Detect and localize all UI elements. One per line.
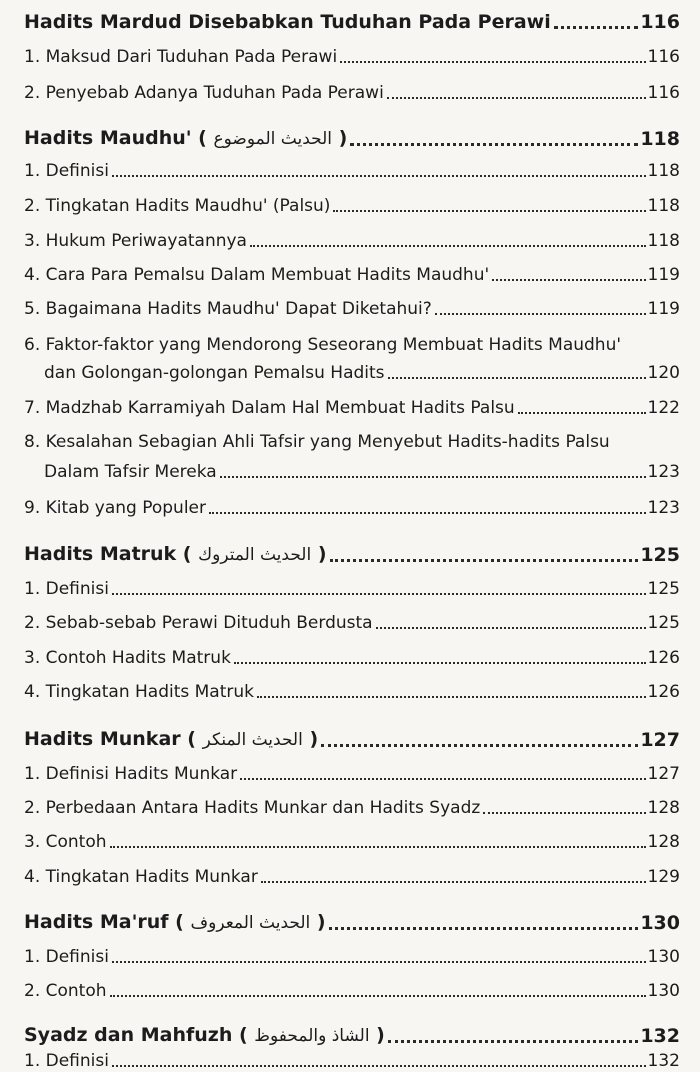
toc-item-text: 8. Kesalahan Sebagian Ahli Tafsir yang Menyebut Hadits-hadits Palsu	[24, 432, 610, 452]
toc-item	[24, 578, 680, 600]
leader-dots	[250, 245, 646, 247]
leader-dots	[240, 778, 645, 780]
toc-page-number: 130	[647, 981, 680, 1001]
toc-page-number: 128	[647, 832, 680, 852]
leader-dots	[220, 476, 646, 478]
leader-dots	[112, 961, 646, 963]
toc-heading	[24, 10, 680, 34]
toc-page-number: 118	[640, 128, 680, 150]
toc-item-text: 3. Hukum Periwayatannya	[24, 231, 247, 251]
leader-dots	[492, 279, 645, 281]
toc-item	[24, 264, 680, 286]
toc-item	[24, 230, 680, 252]
toc-item	[24, 397, 680, 419]
leader-dots	[234, 662, 646, 664]
toc-page-number: 125	[647, 579, 680, 599]
toc-item-text: 3. Contoh	[24, 832, 107, 852]
toc-item	[24, 160, 680, 182]
leader-dots	[209, 512, 646, 514]
toc-item	[24, 497, 680, 519]
leader-dots	[112, 1065, 646, 1067]
toc-item-text: 4. Cara Para Pemalsu Dalam Membuat Hadits Maudhu'	[24, 265, 490, 285]
toc-item-text: 2. Perbedaan Antara Hadits Munkar dan Hadits Syadz	[24, 798, 481, 818]
toc-item-text: 3. Contoh Hadits Matruk	[24, 648, 231, 668]
toc-heading-text: Hadits Mardud Disebabkan Tuduhan Pada Perawi	[24, 11, 551, 33]
leader-dots	[321, 744, 638, 747]
toc-item	[24, 612, 680, 634]
leader-dots	[387, 97, 646, 99]
toc-page-number: 123	[647, 498, 680, 518]
toc-heading	[24, 728, 680, 752]
toc-page-number: 123	[647, 462, 680, 482]
toc-heading	[24, 1024, 680, 1048]
toc-page-number: 129	[647, 867, 680, 887]
leader-dots	[110, 846, 646, 848]
toc-item-text: 1. Definisi	[24, 161, 109, 181]
toc-item-text: 1. Definisi Hadits Munkar	[24, 764, 238, 784]
toc-item-text: 7. Madzhab Karramiyah Dalam Hal Membuat Hadits Palsu	[24, 398, 515, 418]
leader-dots	[329, 927, 639, 930]
toc-page-number: 132	[640, 1025, 680, 1047]
toc-page-number: 126	[647, 648, 680, 668]
toc-item	[24, 831, 680, 853]
toc-heading-text: Hadits Maudhu' ( الحديث الموضوع )	[24, 127, 348, 149]
leader-dots	[483, 812, 645, 814]
toc-item	[24, 763, 680, 785]
toc-heading	[24, 543, 680, 567]
leader-dots	[518, 412, 646, 414]
toc-heading-text: Hadits Ma'ruf ( الحديث المعروف )	[24, 911, 326, 933]
leader-dots	[388, 1040, 638, 1043]
toc-item	[24, 647, 680, 669]
arabic-term: الحديث المعروف	[190, 913, 311, 933]
toc-heading	[24, 127, 680, 151]
toc-page-number: 122	[647, 398, 680, 418]
toc-page-number: 125	[647, 613, 680, 633]
toc-item	[24, 82, 680, 104]
toc-page-number: 116	[640, 11, 680, 33]
toc-item	[24, 46, 680, 68]
arabic-term: الحديث المنكر	[202, 730, 303, 750]
leader-dots	[112, 593, 646, 595]
toc-item-continuation	[24, 362, 680, 384]
toc-item	[24, 431, 680, 453]
toc-heading	[24, 911, 680, 935]
toc-page-number: 118	[647, 231, 680, 251]
toc-item	[24, 681, 680, 703]
toc-item	[24, 195, 680, 217]
leader-dots	[257, 696, 646, 698]
leader-dots	[333, 210, 645, 212]
toc-item-text: 5. Bagaimana Hadits Maudhu' Dapat Diketahui?	[24, 299, 432, 319]
toc-item-text: 1. Maksud Dari Tuduhan Pada Perawi	[24, 47, 338, 67]
toc-page-number: 118	[647, 196, 680, 216]
toc-page-number: 130	[647, 947, 680, 967]
toc-heading-text: Hadits Matruk ( الحديث المتروك )	[24, 543, 327, 565]
toc-page-number: 116	[647, 83, 680, 103]
toc-page-number: 127	[640, 729, 680, 751]
toc-item-text: 2. Sebab-sebab Perawi Dituduh Berdusta	[24, 613, 373, 633]
toc-item	[24, 797, 680, 819]
toc-page-number: 132	[647, 1051, 680, 1071]
toc-item	[24, 334, 680, 356]
toc-item-text: 9. Kitab yang Populer	[24, 498, 207, 518]
leader-dots	[554, 26, 639, 29]
toc-page-number: 125	[640, 544, 680, 566]
toc-page-number: 118	[647, 161, 680, 181]
toc-item-text: 1. Definisi	[24, 579, 109, 599]
toc-item-continuation	[24, 461, 680, 483]
arabic-term: الحديث المتروك	[198, 545, 312, 565]
toc-page-number: 126	[647, 682, 680, 702]
toc-item-text: 6. Faktor-faktor yang Mendorong Seseorang Membuat Hadits Maudhu'	[24, 335, 622, 355]
leader-dots	[435, 313, 646, 315]
leader-dots	[388, 377, 646, 379]
arabic-term: الشاذ والمحفوظ	[254, 1026, 370, 1046]
toc-item-text: 1. Definisi	[24, 1051, 109, 1071]
toc-item-text: dan Golongan-golongan Pemalsu Hadits	[44, 363, 385, 383]
leader-dots	[350, 143, 638, 146]
toc-page-number: 128	[647, 798, 680, 818]
toc-item-text: 1. Definisi	[24, 947, 109, 967]
toc-item-text: 2. Penyebab Adanya Tuduhan Pada Perawi	[24, 83, 384, 103]
toc-page-number: 119	[647, 299, 680, 319]
toc-page-number: 119	[647, 265, 680, 285]
toc-page-number: 120	[647, 363, 680, 383]
leader-dots	[110, 995, 646, 997]
toc-page-number: 130	[640, 912, 680, 934]
toc-item-text: 2. Contoh	[24, 981, 107, 1001]
toc-page-number: 127	[647, 764, 680, 784]
toc-item-text: 2. Tingkatan Hadits Maudhu' (Palsu)	[24, 196, 331, 216]
leader-dots	[376, 627, 646, 629]
toc-item-text: 4. Tingkatan Hadits Munkar	[24, 867, 258, 887]
toc-page-number: 116	[647, 47, 680, 67]
leader-dots	[261, 881, 646, 883]
leader-dots	[330, 559, 639, 562]
toc-item	[24, 298, 680, 320]
toc-item-text: Dalam Tafsir Mereka	[44, 462, 217, 482]
toc-heading-text: Syadz dan Mahfuzh ( الشاذ والمحفوظ )	[24, 1024, 385, 1046]
arabic-term: الحديث الموضوع	[213, 129, 333, 149]
leader-dots	[340, 61, 645, 63]
leader-dots	[112, 175, 646, 177]
toc-item-text: 4. Tingkatan Hadits Matruk	[24, 682, 254, 702]
toc-item	[24, 980, 680, 1002]
toc-item	[24, 946, 680, 968]
toc-item	[24, 866, 680, 888]
toc-heading-text: Hadits Munkar ( الحديث المنكر )	[24, 728, 319, 750]
